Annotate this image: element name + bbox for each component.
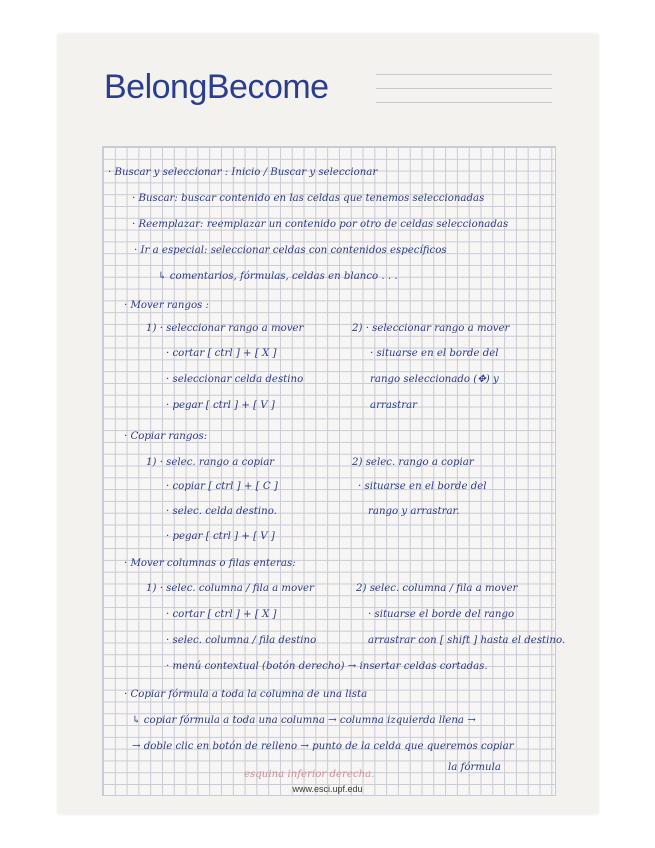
note-line: · Buscar: buscar contenido en las celdas que tenemos seleccionadas bbox=[132, 193, 485, 204]
note-line: 2) · seleccionar rango a mover bbox=[352, 323, 510, 334]
note-line: · menú contextual (botón derecho) → insertar celdas cortadas. bbox=[166, 661, 488, 672]
note-line: · Buscar y seleccionar : Inicio / Buscar y seleccionar bbox=[108, 167, 378, 178]
section-heading: · Mover rangos : bbox=[124, 300, 209, 311]
note-line: · selec. celda destino. bbox=[166, 506, 277, 517]
note-line: · situarse en el borde del bbox=[358, 481, 487, 492]
note-line: 1) · seleccionar rango a mover bbox=[146, 323, 304, 334]
header-rule bbox=[376, 74, 552, 75]
header-rule bbox=[376, 88, 552, 89]
note-line: rango y arrastrar. bbox=[368, 506, 460, 517]
section-heading: · Copiar rangos: bbox=[124, 431, 208, 442]
annotation-note: esquina inferior derecha. bbox=[244, 769, 375, 780]
note-line: · selec. columna / fila destino bbox=[166, 635, 317, 646]
note-line: · pegar [ ctrl ] + [ V ] bbox=[166, 531, 275, 542]
section-heading: · Mover columnas o filas enteras: bbox=[124, 558, 296, 569]
note-line: · seleccionar celda destino bbox=[166, 374, 304, 385]
note-line: · situarse el borde del rango bbox=[368, 609, 515, 620]
note-line: · Reemplazar: reemplazar un contenido por otro de celdas seleccionadas bbox=[132, 219, 509, 230]
note-line: ↳ copiar fórmula a toda una columna → columna izquierda llena → bbox=[132, 715, 476, 726]
note-line: 2) selec. columna / fila a mover bbox=[356, 583, 518, 594]
note-line: rango seleccionado (✥) y bbox=[370, 374, 499, 385]
note-line: ↳ comentarios, fórmulas, celdas en blanco . . . bbox=[158, 271, 398, 282]
note-line: · situarse en el borde del bbox=[370, 348, 499, 359]
note-line: la fórmula bbox=[448, 762, 501, 773]
note-line: · cortar [ ctrl ] + [ X ] bbox=[166, 609, 277, 620]
note-line: 2) selec. rango a copiar bbox=[352, 457, 474, 468]
note-line: → doble clic en botón de relleno → punto de la celda que queremos copiar bbox=[132, 741, 514, 752]
note-line: 1) · selec. rango a copiar bbox=[146, 457, 275, 468]
header-rule bbox=[376, 102, 552, 103]
brand-logo: BelongBecome bbox=[104, 68, 329, 106]
note-line: · cortar [ ctrl ] + [ X ] bbox=[166, 348, 277, 359]
note-line: 1) · selec. columna / fila a mover bbox=[146, 583, 314, 594]
note-line: arrastrar bbox=[370, 400, 418, 411]
note-line: arrastrar con [ shift ] hasta el destino. bbox=[368, 635, 566, 646]
note-line: · Ir a especial: seleccionar celdas con contenidos específicos bbox=[134, 245, 447, 256]
footer-url: www.esci.upf.edu bbox=[292, 784, 363, 794]
section-heading: · Copiar fórmula a toda la columna de una lista bbox=[124, 689, 368, 700]
note-line: · copiar [ ctrl ] + [ C ] bbox=[166, 481, 278, 492]
note-line: · pegar [ ctrl ] + [ V ] bbox=[166, 400, 275, 411]
